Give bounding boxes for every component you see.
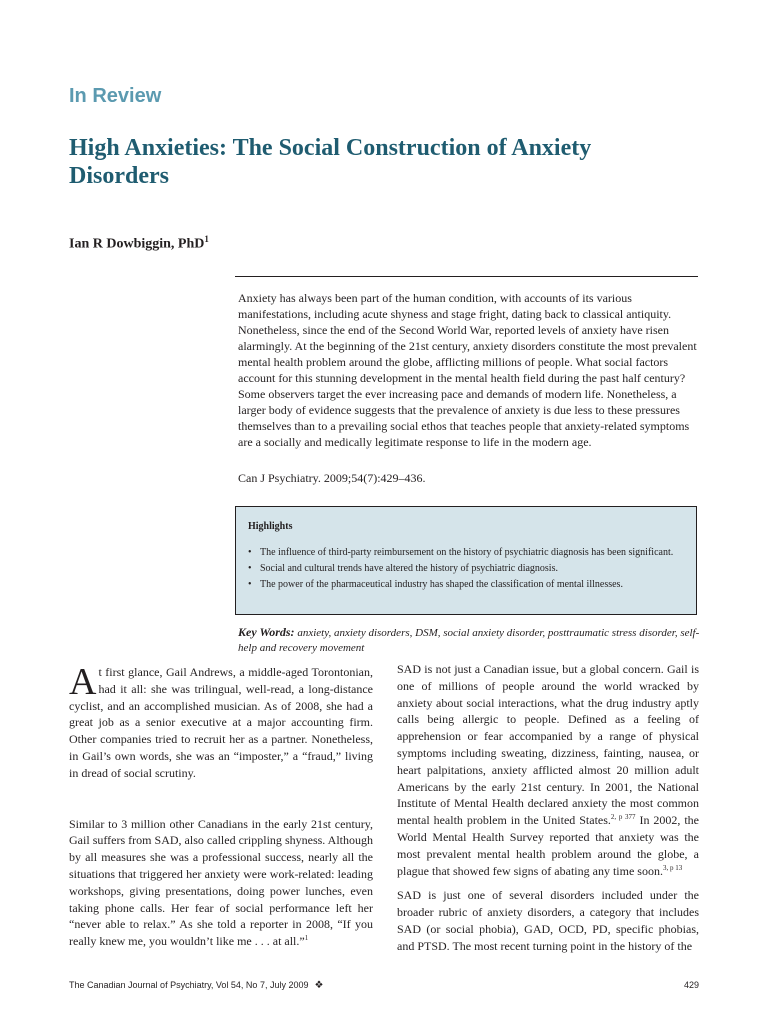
highlight-item: • The power of the pharmaceutical industry has shaped the classification of mental illnesses. bbox=[248, 578, 686, 592]
highlights-box bbox=[235, 506, 697, 615]
body-paragraph bbox=[69, 816, 373, 950]
page-number: 429 bbox=[683, 980, 699, 990]
page-footer bbox=[69, 980, 699, 994]
body-paragraph-text: Similar to 3 million other Canadians in the early 21st century, Gail suffers from SAD, also called crippling shyness. Although by all measures she was a professional success, nearly all the situations that triggered her anxiety were work-related: leading workshops, giving presentations, doing power lunches, even taking phone calls. Her fear of social performance left her “never able to relax.” As she told a reporter in 2008, “If you really knew me, you wouldn’t like me . . . at all.” bbox=[69, 816, 373, 949]
section-label: In Review bbox=[69, 85, 162, 107]
author-name: Ian R Dowbiggin, PhD bbox=[69, 236, 205, 252]
abstract: Anxiety has always been part of the human condition, with accounts of its various manifestations, including acute shyness and stage fright, dating back to classical antiquity. Nonetheless, since the end of the Second World War, reported levels of anxiety have risen alarmingly. At the beginning of the 21st century, anxiety disorders constitute the most prevalent mental health problem around the globe, afflicting millions of people. What social factors account for this stunning development in the mental health field during the past half century? Some observers target the ever increasing pace and demands of modern life. Nonetheless, a larger body of evidence suggests that the prevalence of anxiety is due less to these pressures themselves than to a prevailing social ethos that teaches people that anxiety-related symptoms are a socially and medically legitimate response to life in the modern age. bbox=[238, 291, 697, 449]
reference-mark: 2, p 377 bbox=[610, 813, 636, 822]
paragraph-spacer bbox=[397, 879, 699, 887]
body-paragraph-text: SAD is just one of several disorders included under the broader rubric of anxiety disorders, a category that includes SAD (or social phobia), GAD, OCD, PD, specific phobias, and PTSD. The most recent turning point in the history of the bbox=[397, 888, 699, 953]
author-affiliation-mark: 1 bbox=[204, 234, 209, 244]
body-paragraph-text: SAD is not just a Canadian issue, but a global concern. Gail is one of millions of people around the world wracked by anxiety about social interactions, what the drug industry aptly calls being allergic to people. Defined as a feeling of apprehension or fear accompanied by a range of physical symptoms including sweating, dizziness, fainting, nausea, or heart palpitations, anxiety afflicted almost 20 million adult Americans by the early 21st century. In 2001, the National Institute of Mental Health declared anxiety the most common mental health problem in the United States. bbox=[397, 662, 699, 828]
body-paragraph bbox=[69, 661, 373, 782]
highlight-item: • The influence of third-party reimbursement on the history of psychiatric diagnosis has been significant. bbox=[248, 546, 686, 560]
keywords bbox=[238, 625, 700, 656]
author-line bbox=[69, 234, 209, 253]
body-paragraph bbox=[397, 887, 699, 954]
abstract-divider bbox=[235, 276, 698, 277]
body-column-left bbox=[69, 661, 373, 950]
body-paragraph-text: t first glance, Gail Andrews, a middle-aged Torontonian, had it all: she was trilingual, well-read, a long-distance cyclist, and an accomplished musician. As of 2008, she had a great job as a senior executive at a major accounting firm. Other companies tried to recruit her as a partner. Nonetheless, in Gail’s own words, she was an “imposter,” a “fraud,” living in dread of social scrutiny. bbox=[69, 665, 373, 780]
footer-journal-text: The Canadian Journal of Psychiatry, Vol 54, No 7, July 2009 bbox=[69, 980, 309, 990]
keywords-text: anxiety, anxiety disorders, DSM, social anxiety disorder, posttraumatic stress disorder, self-help and recovery movement bbox=[238, 627, 700, 654]
paragraph-spacer bbox=[69, 782, 373, 799]
highlights-heading: Highlights bbox=[248, 521, 293, 532]
footer-journal bbox=[69, 980, 323, 991]
keywords-label: Key Words: bbox=[238, 625, 295, 639]
body-column-right bbox=[397, 661, 699, 955]
body-paragraph bbox=[397, 661, 699, 879]
highlight-item: • Social and cultural trends have altered the history of psychiatric diagnosis. bbox=[248, 562, 686, 576]
reference-mark: 1 bbox=[304, 934, 309, 943]
reference-mark: 3, p 13 bbox=[662, 863, 683, 872]
maple-leaf-icon: ❖ bbox=[314, 980, 324, 991]
citation: Can J Psychiatry. 2009;54(7):429–436. bbox=[238, 471, 426, 485]
highlights-list bbox=[248, 546, 686, 592]
drop-cap: A bbox=[69, 661, 97, 703]
article-title: High Anxieties: The Social Construction of Anxiety Disorders bbox=[69, 135, 592, 189]
body-paragraph-text: In 2002, the World Mental Health Survey reported that anxiety was the most prevalent mental health problem around the globe, a plague that showed few signs of abating any time soon. bbox=[397, 813, 699, 878]
paragraph-spacer bbox=[69, 799, 373, 816]
